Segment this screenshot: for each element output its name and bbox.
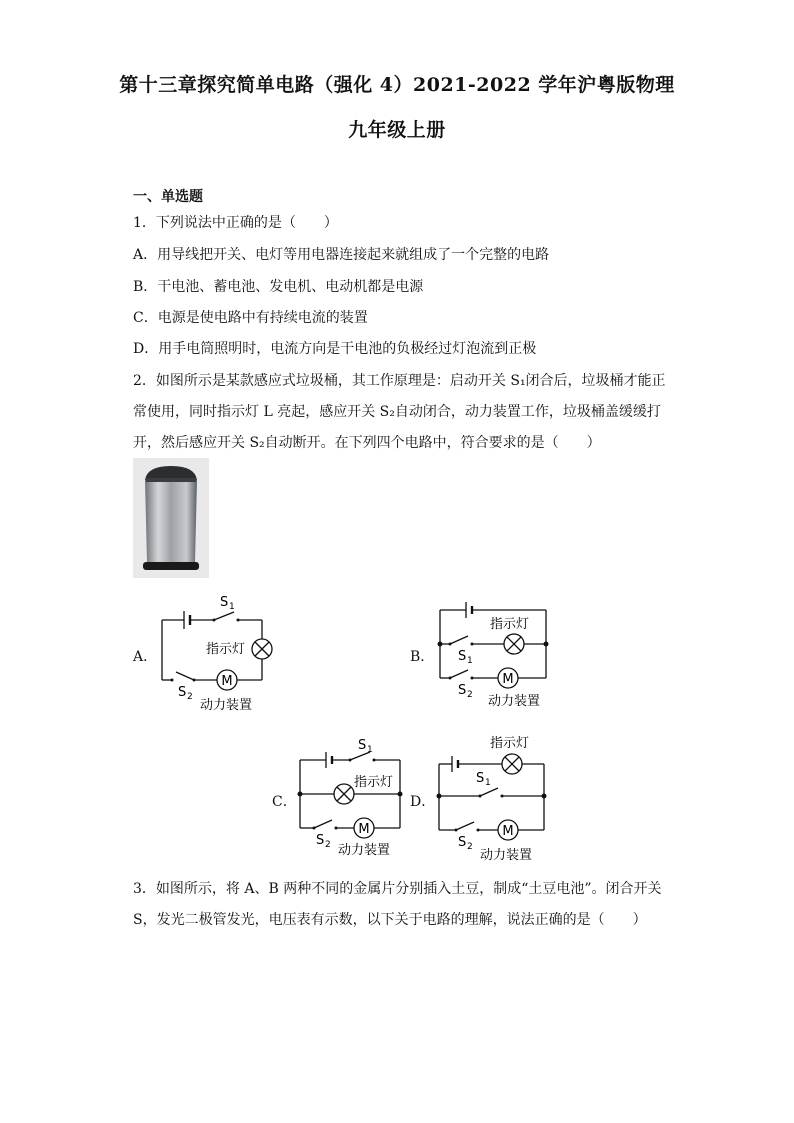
motor-letter: M	[502, 672, 514, 687]
switch-s2-blade	[176, 672, 194, 680]
motor-label: 动力装置	[480, 848, 533, 863]
circuit-a	[150, 590, 285, 720]
lamp-label: 指示灯	[206, 642, 246, 657]
s1-sub: 1	[467, 656, 473, 666]
switch-s1-blade	[214, 612, 234, 620]
q3-stem-line1: 3．如图所示，将 A、B 两种不同的金属片分别插入土豆，制成“土豆电池”。闭合开关	[133, 881, 662, 897]
s2-sub: 2	[325, 840, 331, 850]
s1-label: S	[358, 738, 367, 753]
q1-option-a: A．用导线把开关、电灯等用电器连接起来就组成了一个完整的电路	[133, 247, 550, 263]
s1-label: S	[220, 595, 229, 610]
q2-option-b-label: B．	[410, 649, 435, 665]
trash-can-photo	[133, 458, 209, 578]
motor-label: 动力装置	[200, 698, 253, 713]
q2-stem-line2: 常使用，同时指示灯 L 亮起，感应开关 S₂自动闭合，动力装置工作，垃圾桶盖缓缓打	[133, 404, 661, 420]
q1-stem: 1．下列说法中正确的是（ ）	[133, 215, 338, 231]
motor-letter: M	[502, 824, 514, 839]
q2-stem-line1: 2．如图所示是某款感应式垃圾桶，其工作原理是：启动开关 S₁闭合后，垃圾桶才能正	[133, 373, 666, 389]
s2-sub: 2	[187, 692, 193, 702]
q1-option-c: C．电源是使电路中有持续电流的装置	[133, 310, 368, 326]
q2-stem-line3: 开，然后感应开关 S₂自动断开。在下列四个电路中，符合要求的是（ ）	[133, 435, 601, 451]
lamp-label: 指示灯	[354, 775, 394, 790]
s2-label: S	[316, 833, 325, 848]
q3-stem-line2: S，发光二极管发光，电压表有示数，以下关于电路的理解，说法正确的是（ ）	[133, 912, 647, 928]
circuit-c	[292, 736, 412, 862]
s2-label: S	[458, 835, 467, 850]
s2-sub: 2	[467, 690, 473, 700]
motor-letter: M	[358, 822, 370, 837]
s1-label: S	[476, 771, 485, 786]
section-heading: 一、单选题	[133, 189, 203, 205]
s1-sub: 1	[367, 745, 373, 755]
circuit-d	[432, 732, 562, 864]
s1-sub: 1	[229, 602, 235, 612]
q2-option-d-label: D．	[410, 794, 436, 810]
s1-label: S	[458, 649, 467, 664]
motor-letter: M	[221, 674, 233, 689]
lamp-label: 指示灯	[490, 617, 530, 632]
circuit-b	[430, 596, 565, 714]
s2-label: S	[458, 683, 467, 698]
s1-sub: 1	[485, 778, 491, 788]
s2-label: S	[178, 685, 187, 700]
document-title-line1: 第十三章探究简单电路（强化 4）2021-2022 学年沪粤版物理	[119, 74, 675, 96]
motor-label: 动力装置	[488, 694, 541, 709]
q2-option-c-label: C．	[272, 794, 297, 810]
q1-option-d: D．用手电筒照明时，电流方向是干电池的负极经过灯泡流到正极	[133, 341, 537, 357]
document-title-line2: 九年级上册	[348, 119, 446, 141]
q2-option-a-label: A．	[133, 649, 158, 665]
s2-sub: 2	[467, 842, 473, 852]
motor-label: 动力装置	[338, 843, 391, 858]
q1-option-b: B．干电池、蓄电池、发电机、电动机都是电源	[133, 279, 424, 295]
lamp-label: 指示灯	[490, 736, 530, 751]
